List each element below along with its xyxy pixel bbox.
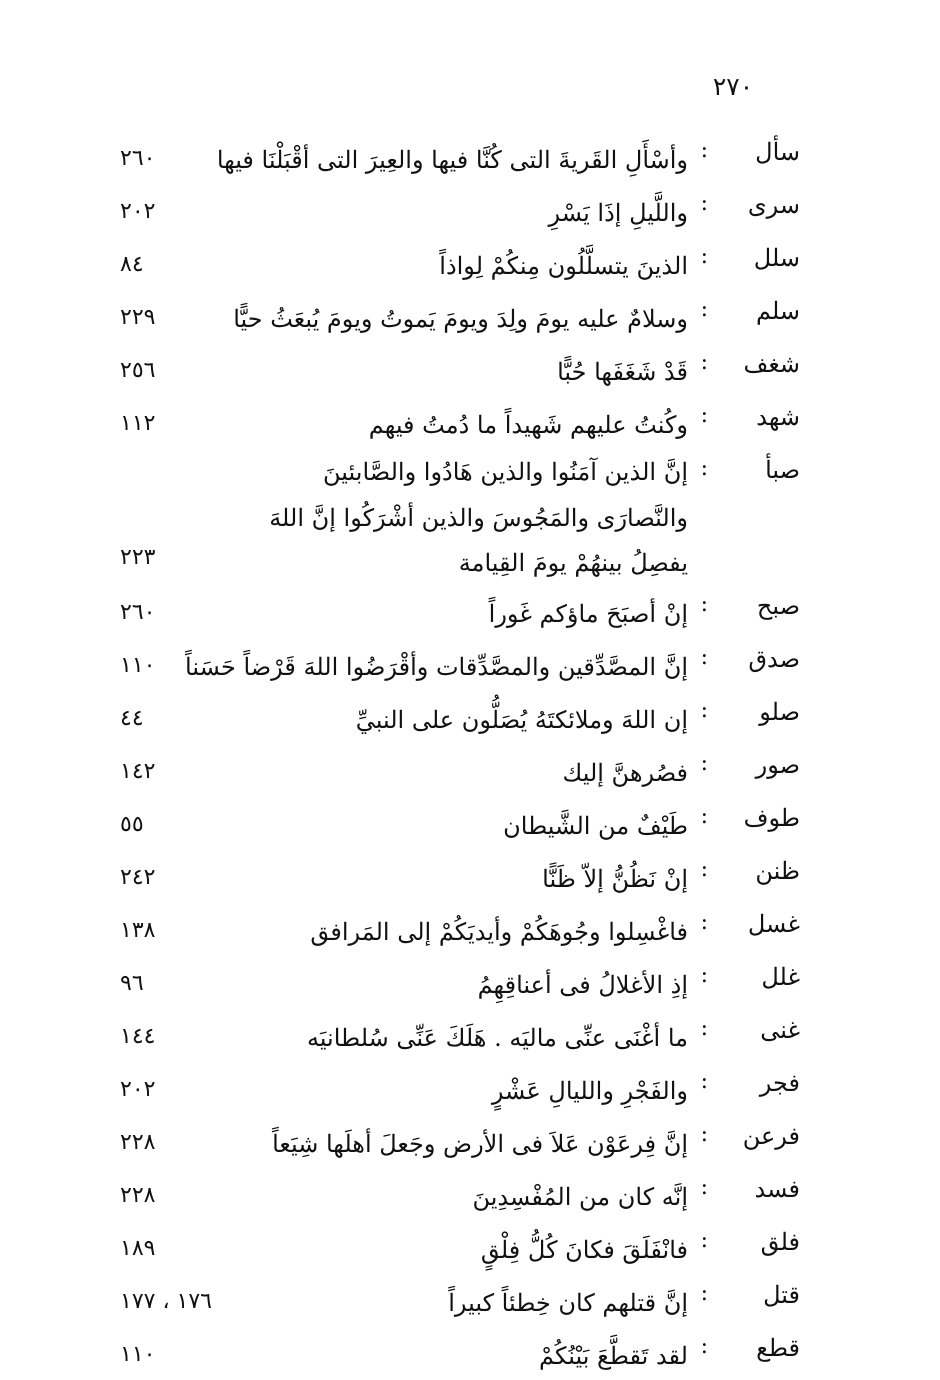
separator: : <box>700 297 708 322</box>
verse-text: إنَّه كان من المُفْسِدِينَ <box>472 1183 688 1211</box>
verse-text: فانْفَلَقَ فكانَ كُلُّ فِلْقٍ <box>480 1236 688 1264</box>
separator: : <box>700 1228 708 1253</box>
verse-text: وكُنتُ عليهم شَهيداً ما دُمتُ فيهم <box>368 411 688 439</box>
verse-text: إن اللهَ وملائكتَهُ يُصَلُّون على النبيِّ <box>355 706 688 734</box>
verse-text: وسلامٌ عليه يومَ ولِدَ ويومَ يَموتُ ويومَ يُبعَثُ حيًّا <box>233 305 688 333</box>
page-number: ٢٧٠ <box>712 72 754 101</box>
separator: : <box>700 1281 708 1306</box>
index-entry <box>120 637 800 690</box>
page-reference: ٢٢٣ <box>120 545 156 570</box>
verse-text: إنَّ الذين آمَنُوا والذين هَادُوا والصَّابئينَ والنَّصارَى والمَجُوسَ والذين أشْرَكُوا إنَّ اللهَ يفصِلُ بينهُمْ يومَ القِيامة <box>269 458 688 578</box>
page-reference: ١٤٤ <box>120 1024 156 1049</box>
separator: : <box>700 804 708 829</box>
root-word: صبح <box>756 592 800 620</box>
page-reference: ٢٤٢ <box>120 865 156 890</box>
root-word: صدق <box>748 645 800 673</box>
index-entry <box>120 289 800 342</box>
index-entry <box>120 849 800 902</box>
page-reference: ١٨٩ <box>120 1236 156 1261</box>
index-entry <box>120 1061 800 1114</box>
separator: : <box>700 456 708 481</box>
index-entry <box>120 1008 800 1061</box>
verse-text: فاغْسِلوا وجُوهَكُمْ وأيديَكُمْ إلى المَرافق <box>310 918 688 946</box>
verse-text: ما أغْنَى عنِّى ماليَه . هَلَكَ عَنِّى سُلطانيَه <box>306 1024 688 1052</box>
root-word: غسل <box>747 910 800 938</box>
root-word: فرعن <box>742 1122 800 1150</box>
root-word: شهد <box>756 403 800 431</box>
verse-text: والفَجْرِ والليالِ عَشْرٍ <box>491 1077 688 1105</box>
root-word: قطع <box>756 1334 800 1362</box>
separator: : <box>700 191 708 216</box>
page-reference: ٤٤ <box>120 706 144 731</box>
index-entry <box>120 796 800 849</box>
verse-text: وأسْأَلِ القَريةَ التى كُنَّا فيها والعِيرَ التى أقْبَلْنَا فيها <box>216 146 688 174</box>
page-reference: ٢٠٢ <box>120 1077 156 1102</box>
page-reference: ٢٢٩ <box>120 305 156 330</box>
verse-text: لقد تَقطَّعَ بَيْنُكُمْ <box>539 1342 688 1370</box>
page-reference: ٥٥ <box>120 812 144 837</box>
page-reference: ٢٢٨ <box>120 1183 156 1208</box>
index-entry <box>120 1114 800 1167</box>
root-word: سرى <box>747 191 800 219</box>
page-reference: ٢٠٢ <box>120 199 156 224</box>
index-entry <box>120 743 800 796</box>
separator: : <box>700 1175 708 1200</box>
root-word: صور <box>755 751 800 779</box>
separator: : <box>700 751 708 776</box>
verse-text: إذِ الأغلالُ فى أعناقِهِمُ <box>477 971 688 999</box>
verse-text: إنَّ فِرعَوْن عَلاَ فى الأرض وجَعلَ أهلَها شِيَعاً <box>272 1130 688 1158</box>
root-word: سلم <box>755 297 800 325</box>
index-entry <box>120 1167 800 1220</box>
page-reference: ١١٠ <box>120 1342 156 1367</box>
index-entry <box>120 342 800 395</box>
root-word: فجر <box>759 1069 800 1097</box>
verse-text: إنْ نَظُنُّ إلاّ ظَنًّا <box>542 865 688 893</box>
separator: : <box>700 592 708 617</box>
index-entry <box>120 448 800 584</box>
index-entry <box>120 584 800 637</box>
index-entry <box>120 1220 800 1273</box>
page-reference: ١٣٨ <box>120 918 156 943</box>
separator: : <box>700 1069 708 1094</box>
index-entry <box>120 902 800 955</box>
page-reference: ٢٥٦ <box>120 358 156 383</box>
index-entry <box>120 955 800 1008</box>
page-reference: ٢٢٨ <box>120 1130 156 1155</box>
root-word: صبأ <box>765 456 800 484</box>
root-word: قتل <box>763 1281 800 1309</box>
root-word: شغف <box>743 350 800 378</box>
root-word: ظنن <box>755 857 800 885</box>
root-word: فسد <box>754 1175 800 1203</box>
separator: : <box>700 963 708 988</box>
root-word: سلل <box>753 244 800 272</box>
index-entry <box>120 183 800 236</box>
separator: : <box>700 244 708 269</box>
separator: : <box>700 698 708 723</box>
separator: : <box>700 138 708 163</box>
verse-text: إنَّ المصَّدِّقين والمصَّدِّقات وأقْرَضُوا اللهَ قَرْضاً حَسَناً <box>185 653 688 681</box>
separator: : <box>700 403 708 428</box>
separator: : <box>700 857 708 882</box>
root-word: سأل <box>755 138 800 166</box>
page-reference: ١٧٦ ، ١٧٧ <box>120 1289 212 1314</box>
page-reference: ٢٦٠ <box>120 146 156 171</box>
verse-index <box>120 130 800 1379</box>
verse-text: واللَّيلِ إذَا يَسْرِ <box>548 199 688 227</box>
verse-text: طَيْفٌ من الشَّيطان <box>503 812 688 840</box>
verse-text: إنْ أصبَحَ ماؤكم غَوراً <box>488 600 688 628</box>
verse-text: فصُرهنَّ إليك <box>562 759 688 787</box>
index-entry <box>120 690 800 743</box>
page-reference: ١١٢ <box>120 411 156 436</box>
page-reference: ٩٦ <box>120 971 144 996</box>
page-reference: ٢٦٠ <box>120 600 156 625</box>
verse-text: إنَّ قتلهم كان خِطئاً كبيراً <box>448 1289 688 1317</box>
separator: : <box>700 350 708 375</box>
index-entry <box>120 1273 800 1326</box>
root-word: غنى <box>760 1016 800 1044</box>
root-word: فلق <box>760 1228 800 1256</box>
separator: : <box>700 1016 708 1041</box>
root-word: غلل <box>761 963 800 991</box>
separator: : <box>700 1122 708 1147</box>
separator: : <box>700 910 708 935</box>
verse-text: قَدْ شَغَفَها حُبًّا <box>557 358 688 386</box>
verse-text: الذينَ يتسلَّلُون مِنكُمْ لِواذاً <box>439 252 688 280</box>
root-word: طوف <box>743 804 800 832</box>
page-reference: ٨٤ <box>120 252 144 277</box>
root-word: صلو <box>759 698 800 726</box>
index-entry <box>120 130 800 183</box>
index-entry <box>120 236 800 289</box>
page-reference: ١٤٢ <box>120 759 156 784</box>
page-reference: ١١٠ <box>120 653 156 678</box>
separator: : <box>700 1334 708 1359</box>
separator: : <box>700 645 708 670</box>
index-entry <box>120 395 800 448</box>
